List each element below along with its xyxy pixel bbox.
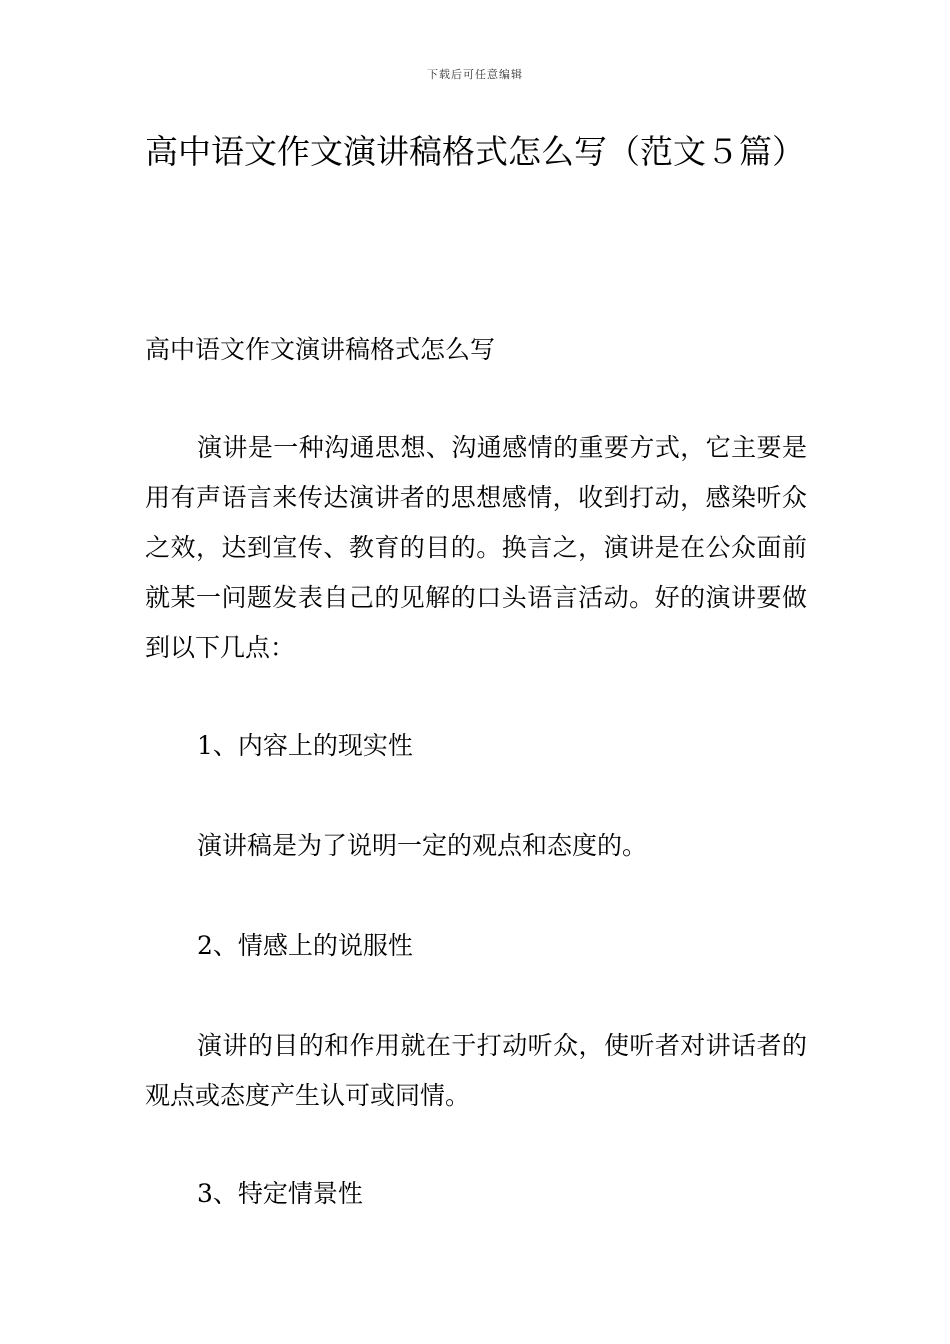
point-text-1: 演讲稿是为了说明一定的观点和态度的。 <box>197 831 648 860</box>
point-heading-3: 3、特定情景性 <box>197 1179 363 1208</box>
point-heading-1: 1、内容上的现实性 <box>197 731 413 760</box>
document-title: 高中语文作文演讲稿格式怎么写（范文５篇） <box>145 132 805 171</box>
document-subtitle: 高中语文作文演讲稿格式怎么写 <box>145 335 496 364</box>
header-note: 下载后可任意编辑 <box>427 68 523 81</box>
point-text-2: 演讲的目的和作用就在于打动听众，使听者对讲话者的观点或态度产生认可或同情。 <box>145 1031 807 1110</box>
intro-paragraph: 演讲是一种沟通思想、沟通感情的重要方式，它主要是用有声语言来传达演讲者的思想感情，收到打动，感染听众之效，达到宣传、教育的目的。换言之，演讲是在公众面前就某一问题发表自己的见解的口头语言活动。好的演讲要做到以下几点： <box>145 433 807 662</box>
point-heading-2: 2、情感上的说服性 <box>197 931 413 960</box>
